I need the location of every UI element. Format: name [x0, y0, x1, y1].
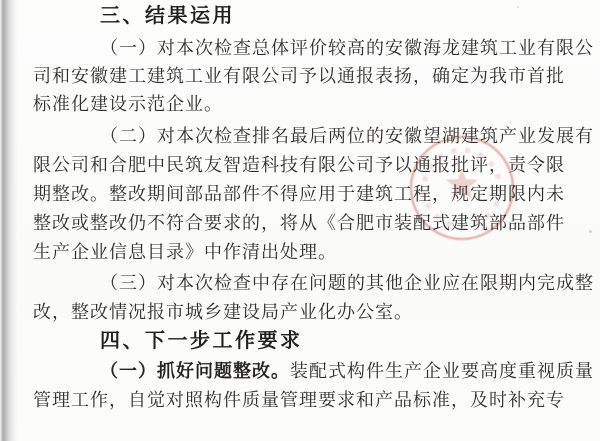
paragraph-3-3-line-1: （三）对本次检查中存在问题的其他企业应在限期内完成整	[100, 273, 594, 293]
paragraph-3-1-line-1: （一）对本次检查总体评价较高的安徽海龙建筑工业有限公	[100, 38, 594, 58]
paragraph-4-1-line-1	[100, 359, 594, 383]
paragraph-4-1-line-2: 管理工作，自觉对照构件质量管理要求和产品标准，及时补充专	[33, 390, 565, 410]
paragraph-3-2-line-4: 整改或整改仍不符合要求的，将从《合肥市装配式建筑部品部件	[33, 213, 565, 233]
paragraph-4-1-bold-lead: （一）抓好问题整改。	[100, 361, 290, 381]
paragraph-3-1-line-3: 标准化建设示范企业。	[33, 94, 223, 114]
scan-speck	[517, 6, 519, 8]
paragraph-3-3-line-2: 改，整改情况报市城乡建设局产业化办公室。	[33, 302, 413, 322]
paragraph-3-2-line-2: 限公司和合肥中民筑友智造科技有限公司予以通报批评，责令限	[33, 155, 565, 175]
paragraph-3-2-line-3: 期整改。整改期间部品部件不得应用于建筑工程，规定期限内未	[33, 184, 565, 204]
section-heading-4: 四、下一步工作要求	[100, 330, 303, 352]
section-heading-3: 三、结果运用	[100, 5, 235, 27]
paragraph-3-2-line-1: （二）对本次检查排名最后两位的安徽望湖建筑产业发展有	[100, 126, 594, 146]
scan-speck	[589, 230, 592, 233]
paragraph-4-1-rest: 装配式构件生产企业要高度重视质量	[290, 361, 594, 381]
scan-edge-shadow	[0, 0, 18, 441]
paragraph-3-1-line-2: 司和安徽建工建筑工业有限公司予以通报表扬，确定为我市首批	[33, 66, 565, 86]
paragraph-3-2-line-5: 生产企业信息目录》中作清出处理。	[33, 242, 337, 262]
